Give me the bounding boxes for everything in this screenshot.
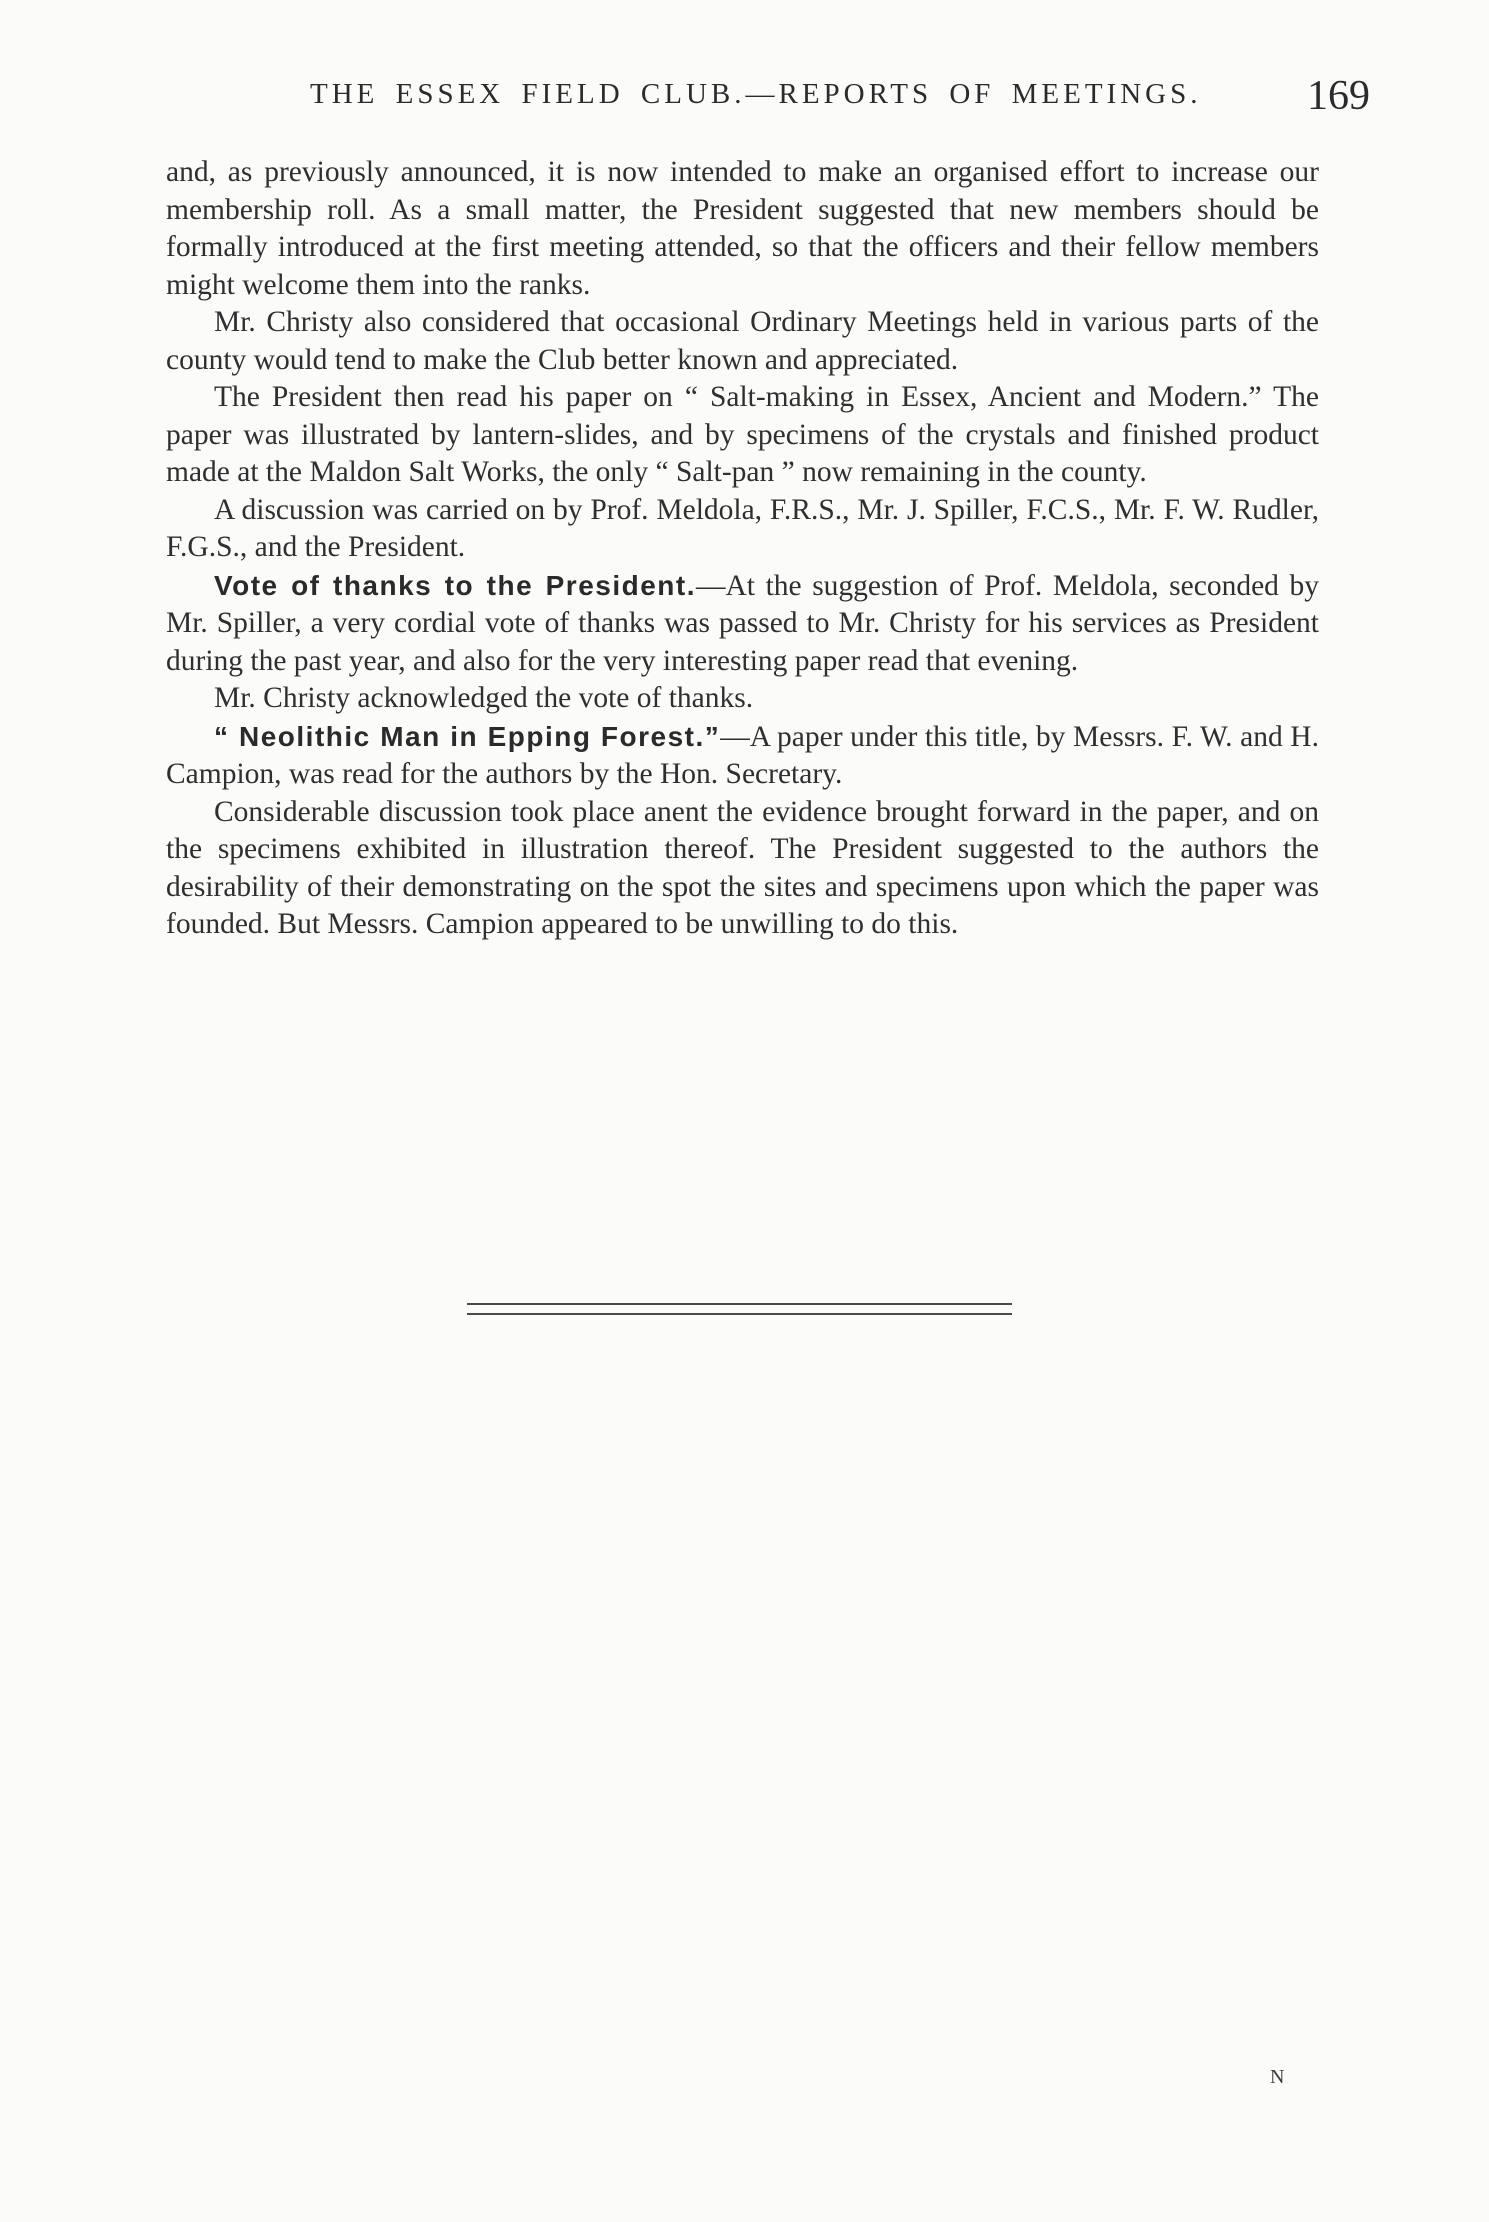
- report-body: [166, 154, 1319, 944]
- neolithic-text: —A paper under this title, by Messrs. F. W. and H. Campion, was read for the authors by the Hon. Secretary.: [166, 720, 1319, 790]
- neolithic-heading: “ Neolithic Man in Epping Forest.”: [214, 720, 721, 752]
- paragraph-closing-discussion: Considerable discussion took place anent the evidence brought forward in the paper, and on the specimens exhibited in illustration thereof. The President suggested to the authors the desirability of their demonstrating on the spot the sites and specimens upon which the paper was founded. But Messrs. Campion appeared to be unwilling to do this.: [166, 795, 1319, 940]
- section-divider-bottom: [467, 1313, 1012, 1315]
- vote-heading: Vote of thanks to the President.: [214, 569, 696, 601]
- paragraph-acknowledgement: Mr. Christy acknowledged the vote of thanks.: [214, 682, 754, 714]
- paragraph-vote-of-thanks: [166, 567, 1319, 681]
- paragraph-neolithic: [166, 718, 1319, 794]
- running-head: THE ESSEX FIELD CLUB.—REPORTS OF MEETINGS.: [310, 78, 1202, 110]
- vote-text: —At the suggestion of Prof. Meldola, seconded by Mr. Spiller, a very cordial vote of thanks was passed to Mr. Christy for his services as President during the past year, and also for the very interesting paper read that evening.: [166, 569, 1319, 677]
- page-header: [280, 72, 1370, 124]
- page-number: 169: [1307, 73, 1370, 119]
- paragraph-membership: and, as previously announced, it is now intended to make an organised effort to increase our membership roll. As a small matter, the President suggested that new members should be formally introduced at the first meeting attended, so that the officers and their fellow members might welcome them into the ranks.: [166, 156, 1319, 301]
- section-divider-top: [467, 1303, 1012, 1305]
- paragraph-discussion: A discussion was carried on by Prof. Meldola, F.R.S., Mr. J. Spiller, F.C.S., Mr. F. W. Rudler, F.G.S., and the President.: [166, 493, 1319, 563]
- paragraph-ordinary-meetings: Mr. Christy also considered that occasional Ordinary Meetings held in various parts of the county would tend to make the Club better known and appreciated.: [166, 306, 1319, 376]
- paragraph-salt-making: The President then read his paper on “ Salt-making in Essex, Ancient and Modern.” The paper was illustrated by lantern-slides, and by specimens of the crystals and finished product made at the Maldon Salt Works, the only “ Salt-pan ” now remaining in the county.: [166, 381, 1319, 488]
- signature-mark: N: [1270, 2066, 1285, 2088]
